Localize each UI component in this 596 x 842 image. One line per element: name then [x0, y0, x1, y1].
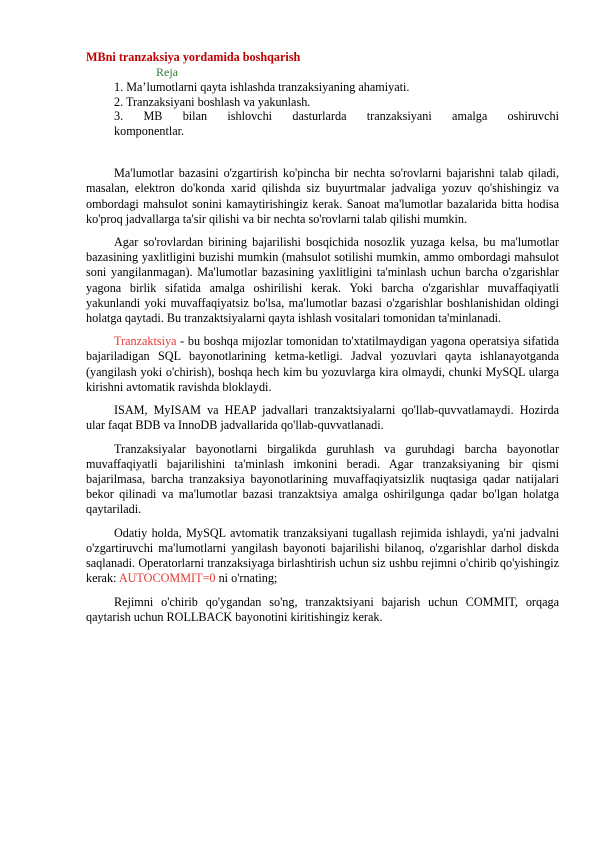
document-page [86, 50, 559, 633]
term-tranzaktsiya: Tranzaktsiya [114, 334, 177, 349]
plan-item-3: 3. MB bilan ishlovchi dasturlarda tranzaksiyani amalga oshiruvchi [114, 109, 559, 124]
paragraph-3 [86, 334, 559, 394]
paragraph-7: Rejimni o'chirib qo'ygandan so'ng, tranzaktsiyani bajarish uchun COMMIT, orqaga qaytarish uchun ROLLBACK bayonotini kiritishingiz kerak. [86, 594, 559, 624]
plan-item-2: 2. Tranzaksiyani boshlash va yakunlash. [114, 94, 311, 109]
autocommit-code: AUTOCOMMIT=0 [118, 571, 216, 586]
paragraph-6-text-before: Odatiy holda, MySQL avtomatik tranzaksiyani tugallash rejimida ishlaydi, ya'ni jadvalni o'zgartiruvchi ma'lumotlarni yangilash bayonoti bajarilishi bilanoq, o'zgarishlar darhol diskda saqlanadi. Operatorlarni tranzaksiyaga birlashtirish uchun siz ushbu rejimni o'chirib qo'yishingiz kerak: [86, 525, 559, 586]
plan-heading: Reja [156, 65, 178, 79]
plan-list [114, 80, 559, 138]
plan-item-3-continuation: komponentlar. [114, 123, 185, 138]
paragraph-2: Agar so'rovlardan birining bajarilishi bosqichida nosozlik yuzaga kelsa, bu ma'lumotlar bazasining yaxlitligini buzishi mumkin (mahsulot sotilishi mumkin, ammo ombordagi mahsulot soni yangilanmagan). Ma'lumotlar bazasining yaxlitligini ta'minlash uchun barcha o'zgarishlar yagona birlik sifatida amalga oshirilishi kerak. Yoki barcha o'zgarishlar muvaffaqiyatli yakunlandi yoki muvaffaqiyatsiz bo'lsa, ma'lumotlar bazasi o'zgarishlar boshlanishidan oldingi holatga qaytadi. Bu tranzaktsiyalarni qayta ishlash vositalari tomonidan ta'minlanadi. [86, 235, 559, 325]
paragraph-1: Ma'lumotlar bazasini o'zgartirish ko'pincha bir nechta so'rovlarni bajarishni talab qiladi, masalan, elektron do'konda xarid qilishda siz buyurtmalar jadvaliga yozuv qo'shishingiz va ombordagi mahsulot sonini kamaytirishingiz kerak. Sanoat ma'lumotlar bazalarida bitta hodisa ko'proq jadvallarga ta'sir qilishi va bir nechta so'rovlarni talab qilishi mumkin. [86, 166, 559, 226]
paragraph-4: ISAM, MyISAM va HEAP jadvallari tranzaktsiyalarni qo'llab-quvvatlamaydi. Hozirda ular faqat BDB va InnoDB jadvallarida qo'llab-quvvatlanadi. [86, 403, 559, 433]
plan-item-1: 1. Ma’lumotlarni qayta ishlashda tranzaksiyaning ahamiyati. [114, 80, 410, 94]
paragraph-6 [86, 526, 559, 586]
paragraph-5: Tranzaksiyalar bayonotlarni birgalikda guruhlash va guruhdagi barcha bayonotlar muvaffaqiyatli bajarilishini ta'minlash imkonini beradi. Agar tranzaksiyaning bir qismi bajarilmasa, barcha tranzaksiya bayonotlarining muvaffaqiyatsizlik nuqtasiga qadar natijalari bekor qilinadi va ma'lumotlar bazasi tranzaktsiya amalga oshirilgunga qadar bo'lgan holatga qaytariladi. [86, 441, 559, 517]
paragraph-3-text: - bu boshqa mijozlar tomonidan to'xtatilmaydigan yagona operatsiya sifatida bajariladigan SQL bayonotlarining ketma-ketligi. Jadval yozuvlari qayta ishlanayotganda (yangilash yoki o'chirish), boshqa hech kim bu yozuvlarga kira olmaydi, chunki MySQL ularga kirishni avtomatik ravishda bloklaydi. [86, 334, 559, 394]
document-title: MBni tranzaksiya yordamida boshqarish [86, 50, 301, 64]
paragraph-6-text-after: ni o'rnating; [215, 571, 278, 586]
